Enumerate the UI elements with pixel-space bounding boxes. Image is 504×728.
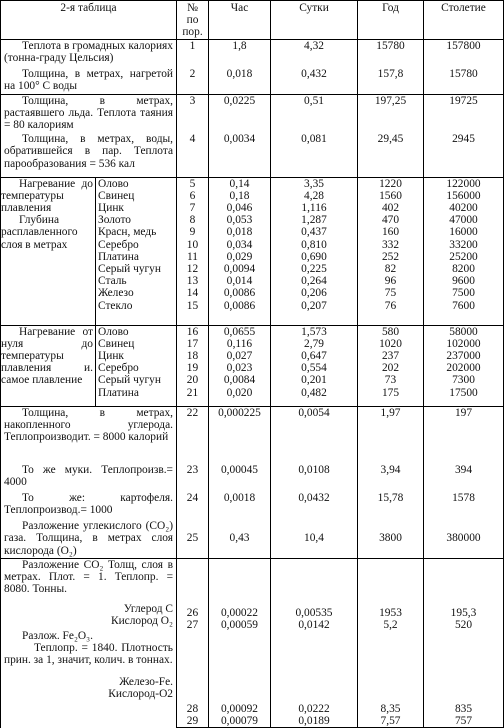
metal-label: Углерод С — [123, 603, 173, 616]
table-row — [1, 464, 504, 492]
cell-year: 332 — [381, 238, 400, 251]
row-century: 157800 — [424, 39, 504, 65]
row-description: Толщина, в метрах, нагретой на 100° С воды — [1, 65, 177, 94]
cell-century: 7500 — [452, 287, 475, 300]
row-century: 15780 — [424, 65, 504, 94]
cell-century: 7600 — [452, 299, 475, 312]
hour-column — [209, 177, 271, 325]
row-century: 380000 — [424, 520, 504, 558]
metal-label: Свинец — [98, 337, 135, 350]
cell-hour: 0,023 — [226, 362, 253, 375]
row-day: 10,4 — [271, 520, 358, 558]
row-century: 2945 — [424, 133, 504, 177]
cell-century: 122000 — [446, 177, 481, 190]
cell-day: 0,206 — [301, 287, 327, 300]
cell-day: 0,00535 — [295, 606, 333, 619]
metal-list — [96, 178, 176, 325]
cell-year: 82 — [384, 263, 397, 276]
metal-label: Свинец — [98, 189, 135, 202]
cell-year: 8,35 — [380, 703, 401, 716]
row-hour: 0,018 — [209, 65, 271, 94]
cell-century: 47000 — [449, 214, 478, 227]
hour-column — [209, 558, 271, 728]
row-year: 3,94 — [358, 464, 424, 492]
cell-year: 1953 — [379, 606, 402, 619]
cell-day: 0,647 — [301, 350, 327, 363]
row-description: Толщина, в метрах, воды, обратившейся в пар. Теплота парообразования = 536 кал — [1, 133, 177, 177]
cell-number: 12 — [186, 263, 199, 276]
day-column — [271, 558, 358, 728]
row-number: 22 — [177, 406, 209, 464]
group-label-heating: Нагревание до температуры плавления — [1, 177, 93, 215]
metal-list — [96, 326, 176, 406]
cell-number: 26 — [186, 606, 199, 619]
cell-number: 14 — [186, 287, 199, 300]
metal-label: Кислород O₂ — [110, 615, 173, 628]
day-column — [271, 177, 358, 325]
cell-century: 16000 — [449, 226, 478, 239]
number-column — [177, 177, 209, 325]
year-column — [358, 325, 424, 406]
cell-number: 8 — [189, 214, 196, 227]
cell-hour: 0,18 — [229, 189, 250, 202]
cell-day: 1,287 — [301, 214, 327, 227]
century-column — [424, 177, 504, 325]
row-day: 4,32 — [271, 39, 358, 65]
cell-year: 202 — [381, 362, 400, 375]
cell-number: 9 — [189, 226, 196, 239]
cell-number: 15 — [186, 299, 199, 312]
header-number: № по пор. — [177, 1, 209, 40]
cell-hour: 0,029 — [226, 250, 253, 263]
cell-century: 102000 — [446, 337, 481, 350]
cell-day: 0,437 — [301, 226, 327, 239]
header-table-name: 2-я таблица — [1, 1, 177, 40]
row-number: 4 — [177, 133, 209, 177]
day-column — [271, 325, 358, 406]
table-row — [1, 133, 504, 177]
cell-century: 195,3 — [450, 606, 477, 619]
metal-label: Серебро — [98, 238, 139, 251]
cell-century: 156000 — [446, 189, 481, 202]
cell-year: 252 — [381, 250, 400, 263]
century-column — [424, 325, 504, 406]
cell-century: 25200 — [449, 250, 478, 263]
metal-label: Платина — [98, 250, 139, 263]
metal-label: Цинк — [98, 202, 124, 215]
metal-label: Железо — [98, 287, 134, 300]
cell-hour: 0,00059 — [220, 618, 259, 631]
cell-hour: 0,0655 — [223, 325, 256, 338]
cell-century: 835 — [454, 703, 473, 716]
row-number: 24 — [177, 492, 209, 520]
cell-hour: 0,027 — [226, 350, 253, 363]
cell-year: 237 — [381, 350, 400, 363]
cell-day: 2,79 — [304, 337, 324, 350]
cell-number: 17 — [186, 337, 199, 350]
row-year: 197,25 — [358, 94, 424, 133]
row-year: 15780 — [358, 39, 424, 65]
table-row — [1, 65, 504, 94]
cell-hour: 0,0086 — [223, 299, 256, 312]
cell-century: 757 — [454, 715, 473, 728]
fe2o3-details: Теплопр. = 1840. Плотность прин. за 1, значит, колич. в тоннах. — [4, 641, 173, 667]
co2-intro: Разложение CO₂ Толщ, слоя в метрах. Плот. = 1. Теплопр. = 8080. Тонны. — [4, 558, 173, 596]
cell-hour: 0,0094 — [223, 263, 256, 276]
header-century: Столетие — [424, 1, 504, 40]
row-year: 3800 — [358, 520, 424, 558]
cell-number: 21 — [186, 386, 199, 399]
cell-year: 1020 — [379, 337, 402, 350]
melting-total-group — [1, 325, 504, 406]
metal-label: Красн, медь — [98, 226, 157, 239]
cell-hour: 0,116 — [226, 337, 253, 350]
number-column — [177, 558, 209, 728]
cell-day: 0,207 — [301, 299, 327, 312]
cell-hour: 0,018 — [226, 226, 253, 239]
cell-number: 27 — [186, 618, 199, 631]
number-column — [177, 325, 209, 406]
metal-label: Серебро — [98, 362, 139, 375]
cell-hour: 0,0084 — [223, 374, 256, 387]
cell-number: 16 — [186, 325, 199, 338]
header-day: Сутки — [271, 1, 358, 40]
cell-century: 9600 — [452, 275, 475, 288]
header-hour: Час — [209, 1, 271, 40]
cell-day: 1,116 — [301, 202, 327, 215]
row-hour: 0,43 — [209, 520, 271, 558]
metal-label: Стекло — [98, 299, 133, 312]
cell-year: 75 — [384, 287, 397, 300]
cell-day: 1,573 — [301, 325, 327, 338]
cell-hour: 0,14 — [229, 177, 250, 190]
cell-century: 58000 — [449, 325, 478, 338]
row-year: 15,78 — [358, 492, 424, 520]
cell-year: 96 — [384, 275, 397, 288]
cell-year: 175 — [381, 386, 400, 399]
cell-century: 202000 — [446, 362, 481, 375]
cell-year: 5,2 — [383, 618, 398, 631]
row-hour: 1,8 — [209, 39, 271, 65]
melting-depth-labels — [1, 177, 177, 325]
row-day: 0,0432 — [271, 492, 358, 520]
cell-year: 402 — [381, 202, 400, 215]
cell-number: 18 — [186, 350, 199, 363]
metal-label: Кислород-O2 — [108, 688, 173, 701]
row-hour: 0,0018 — [209, 492, 271, 520]
header-year: Год — [358, 1, 424, 40]
group-label-depth: Глубина расплавленного слоя в метрах — [1, 214, 78, 251]
metal-label: Золото — [98, 214, 132, 227]
year-column — [358, 177, 424, 325]
row-number: 23 — [177, 464, 209, 492]
cell-day: 0,690 — [301, 250, 327, 263]
cell-hour: 0,0086 — [223, 287, 256, 300]
row-number: 3 — [177, 94, 209, 133]
row-description: Теплота в громадных калориях (тонна-граду Цельсия) — [1, 39, 177, 65]
cell-century: 8200 — [452, 263, 475, 276]
cell-day: 0,201 — [301, 374, 327, 387]
cell-day: 3,35 — [304, 177, 324, 190]
cell-century: 17500 — [449, 386, 478, 399]
cell-year: 7,57 — [380, 715, 401, 728]
cell-number: 10 — [186, 238, 199, 251]
cell-hour: 0,053 — [226, 214, 253, 227]
cell-hour: 0,014 — [226, 275, 253, 288]
table-row — [1, 39, 504, 65]
metal-label: Олово — [98, 177, 129, 190]
row-hour: 0,00045 — [209, 464, 271, 492]
metal-label: Олово — [98, 325, 129, 338]
header-row — [1, 1, 504, 40]
row-century: 197 — [424, 406, 504, 464]
row-century: 394 — [424, 464, 504, 492]
melting-total-labels — [1, 325, 177, 406]
row-hour: 0,000225 — [209, 406, 271, 464]
cell-hour: 0,00022 — [220, 606, 259, 619]
row-day: 0,0054 — [271, 406, 358, 464]
row-day: 0,0108 — [271, 464, 358, 492]
melting-depth-group — [1, 177, 504, 325]
row-year: 1,97 — [358, 406, 424, 464]
table-row — [1, 520, 504, 558]
cell-hour: 0,046 — [226, 202, 253, 215]
row-century: 1578 — [424, 492, 504, 520]
cell-year: 580 — [381, 325, 400, 338]
row-description: Разложение углекислого (CO₂) газа. Толщина, в метрах слоя кислорода (O₂) — [1, 520, 177, 558]
row-day: 0,081 — [271, 133, 358, 177]
metal-label: Серый чугун — [98, 263, 161, 276]
cell-hour: 0,00079 — [220, 715, 259, 728]
cell-day: 0,0222 — [298, 703, 330, 716]
cell-number: 28 — [186, 703, 199, 716]
cell-number: 11 — [187, 250, 198, 263]
cell-year: 1560 — [379, 189, 402, 202]
metal-label: Платина — [98, 386, 139, 399]
group-label-melting: Нагревание от нуля до температуры плавления и. самое плавление — [1, 325, 93, 387]
cell-century: 40200 — [449, 202, 478, 215]
cell-day: 0,810 — [301, 238, 327, 251]
table-row — [1, 492, 504, 520]
cell-century: 237000 — [446, 350, 481, 363]
decomposition-labels — [1, 558, 177, 728]
cell-day: 4,28 — [304, 189, 324, 202]
metal-label: Сталь — [98, 275, 127, 288]
row-day: 0,432 — [271, 65, 358, 94]
cell-day: 0,225 — [301, 263, 327, 276]
row-description: Толщина, в метрах, растаявшего льда. Теплота таяния = 80 калориям — [1, 94, 177, 133]
table-row — [1, 94, 504, 133]
cell-year: 76 — [384, 299, 397, 312]
cell-year: 160 — [381, 226, 400, 239]
cell-hour: 0,034 — [226, 238, 253, 251]
row-year: 29,45 — [358, 133, 424, 177]
cell-number: 6 — [189, 189, 196, 202]
decomposition-group — [1, 558, 504, 728]
cell-century: 7300 — [452, 374, 475, 387]
cell-day: 0,554 — [301, 362, 327, 375]
cell-hour: 0,020 — [226, 386, 253, 399]
cell-year: 73 — [384, 374, 397, 387]
century-column — [424, 558, 504, 728]
row-number: 2 — [177, 65, 209, 94]
cell-year: 1220 — [379, 177, 402, 190]
cell-day: 0,482 — [301, 386, 327, 399]
cell-century: 33200 — [449, 238, 478, 251]
row-number: 1 — [177, 39, 209, 65]
row-hour: 0,0225 — [209, 94, 271, 133]
year-column — [358, 558, 424, 728]
table-row — [1, 406, 504, 464]
cell-hour: 0,00092 — [220, 703, 259, 716]
row-description: Толщина, в метрах, накопленного углерода. Теплопроизводит. = 8000 калорий — [1, 406, 177, 464]
metal-label: Железо-Fe. — [119, 676, 173, 689]
hour-column — [209, 325, 271, 406]
row-day: 0,51 — [271, 94, 358, 133]
row-year: 157,8 — [358, 65, 424, 94]
cell-number: 5 — [189, 177, 196, 190]
cell-century: 520 — [454, 618, 473, 631]
cell-number: 13 — [186, 275, 199, 288]
metal-label: Серый чугун — [98, 374, 161, 387]
fe2o3-intro: Разлож. Fe₂O₃. — [22, 629, 93, 642]
row-century: 19725 — [424, 94, 504, 133]
row-hour: 0,0034 — [209, 133, 271, 177]
row-description: То же: картофеля. Теплопроизвод.= 1000 — [1, 492, 177, 520]
cell-day: 0,0189 — [298, 715, 330, 728]
cell-day: 0,264 — [301, 275, 327, 288]
cell-number: 29 — [186, 715, 199, 728]
cell-number: 19 — [186, 362, 199, 375]
metal-label: Цинк — [98, 350, 124, 363]
cell-number: 20 — [186, 374, 199, 387]
row-description: То же муки. Теплопроизв.= 4000 — [1, 464, 177, 492]
cell-number: 7 — [189, 202, 196, 215]
row-number: 25 — [177, 520, 209, 558]
cell-day: 0,0142 — [298, 618, 330, 631]
cell-year: 470 — [381, 214, 400, 227]
